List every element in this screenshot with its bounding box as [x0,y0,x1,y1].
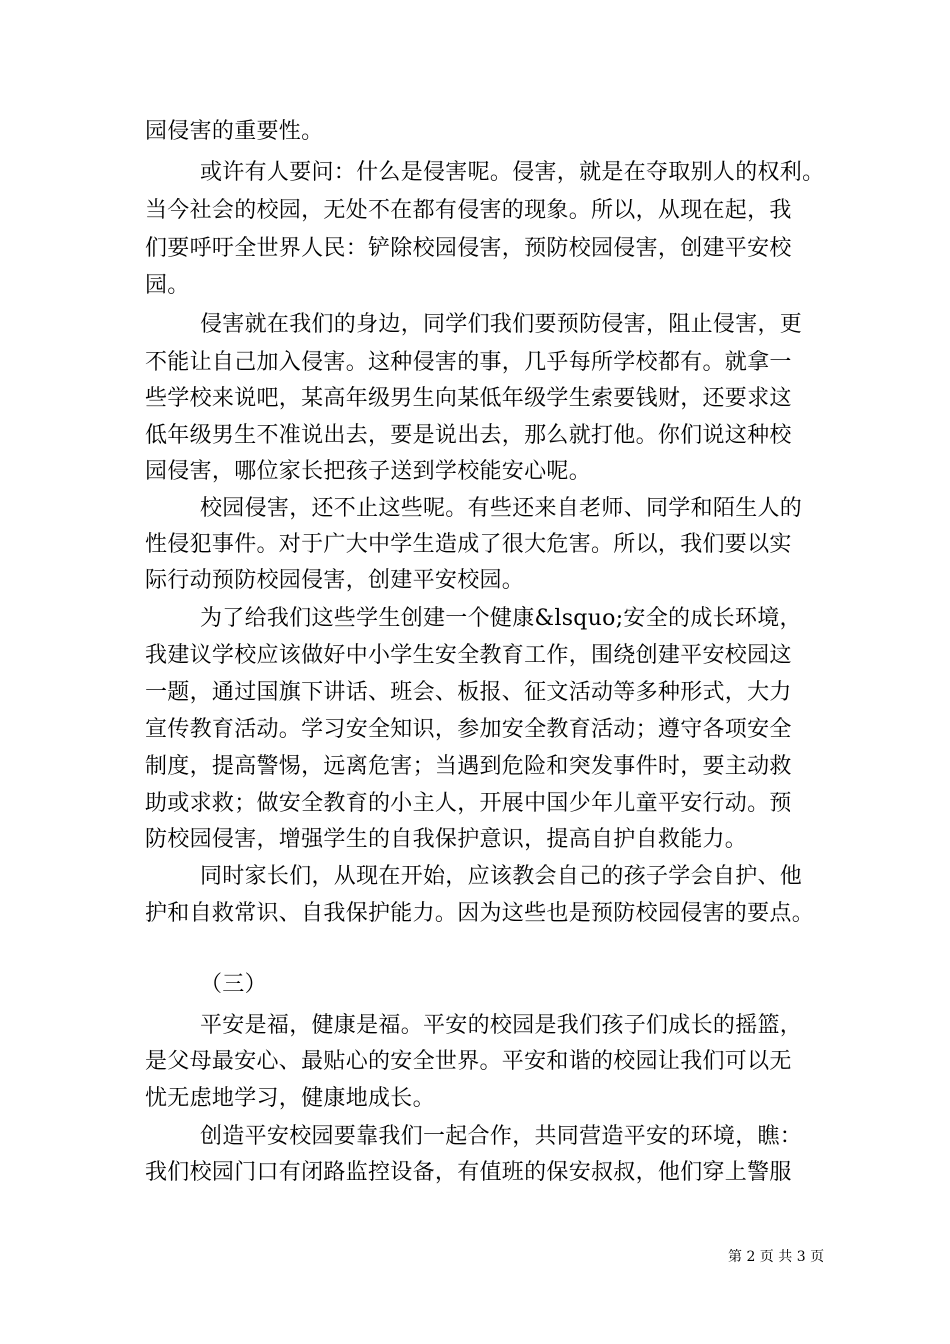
text-line: 同时家长们，从现在开始，应该教会自己的孩子学会自护、他 [200,864,803,889]
text-line: 不能让自己加入侵害。这种侵害的事，几乎每所学校都有。就拿一 [145,350,792,375]
text-line: 们要呼吁全世界人民：铲除校园侵害，预防校园侵害，创建平安校 [145,236,792,261]
text-line: 校园侵害，还不止这些呢。有些还来自老师、同学和陌生人的 [200,496,803,521]
text-line: 是父母最安心、最贴心的安全世界。平安和谐的校园让我们可以无 [145,1049,792,1074]
page-number: 第 2 页 共 3 页 [728,1249,825,1265]
text-line: 创造平安校园要靠我们一起合作，共同营造平安的环境，瞧： [200,1124,803,1149]
text-line: 制度，提高警惕，远离危害；当遇到危险和突发事件时，要主动救 [145,754,792,779]
text-line: 护和自救常识、自我保护能力。因为这些也是预防校园侵害的要点。 [145,901,815,926]
text-line: 性侵犯事件。对于广大中学生造成了很大危害。所以，我们要以实 [145,532,792,557]
text-line: 防校园侵害，增强学生的自我保护意识，提高自护自救能力。 [145,827,748,852]
text-line: 或许有人要问：什么是侵害呢。侵害，就是在夺取别人的权利。 [200,160,825,185]
text-line: 助或求救；做安全教育的小主人，开展中国少年儿童平安行动。预 [145,791,792,816]
text-line: 际行动预防校园侵害，创建平安校园。 [145,568,525,593]
text-line: 我们校园门口有闭路监控设备，有值班的保安叔叔，他们穿上警服 [145,1160,792,1185]
text-line: 侵害就在我们的身边，同学们我们要预防侵害，阻止侵害，更 [200,312,803,337]
text-line: 为了给我们这些学生创建一个健康&lsquo;安全的成长环境， [200,606,802,631]
text-line: 当今社会的校园，无处不在都有侵害的现象。所以，从现在起，我 [145,198,792,223]
text-line: 园。 [145,273,190,298]
text-line: 园侵害的重要性。 [145,119,324,144]
text-line: 平安是福，健康是福。平安的校园是我们孩子们成长的摇篮， [200,1013,803,1038]
text-line: 园侵害，哪位家长把孩子送到学校能安心呢。 [145,459,592,484]
text-line: 一题，通过国旗下讲话、班会、板报、征文活动等多种形式，大力 [145,680,792,705]
text-line: 低年级男生不准说出去，要是说出去，那么就打他。你们说这种校 [145,423,792,448]
text-line: 些学校来说吧，某高年级男生向某低年级学生索要钱财，还要求这 [145,386,792,411]
text-line: 我建议学校应该做好中小学生安全教育工作，围绕创建平安校园这 [145,643,792,668]
text-line: 忧无虑地学习，健康地成长。 [145,1086,435,1111]
section-heading: （三） [200,972,267,997]
text-line: 宣传教育活动。学习安全知识，参加安全教育活动；遵守各项安全 [145,717,792,742]
